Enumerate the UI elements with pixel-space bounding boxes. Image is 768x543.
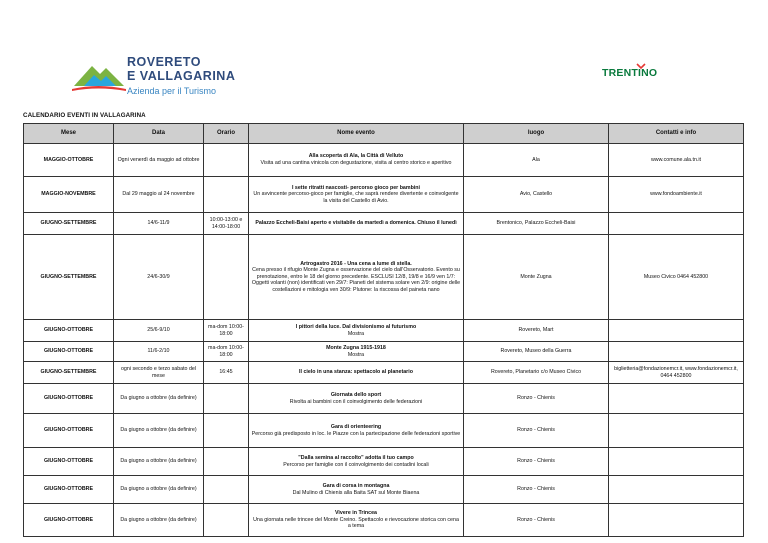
- cell-evento: [249, 476, 464, 504]
- trentino-logo: [601, 62, 661, 82]
- cell-orario: [204, 414, 249, 448]
- cell-orario: [204, 144, 249, 177]
- event-description: Cena presso il rifugio Monte Zugna e osservazione del cielo dall'Osservatorio. Evento su prenotazione, entro le 18 del giorno precedente. ESCLUSI 12/8, 19/8 e 16/9 ven 1/7: Oggetti volanti (non) identificati ven 29/7: Pianeti del sistema solare ven 2/9: origine delle costellazioni e mitologia ven 30/9: Plutone: la riscossa del paineta nano: [251, 267, 461, 293]
- event-title: Il cielo in una stanza: spettacolo al planetario: [299, 369, 413, 376]
- cell-evento: [249, 320, 464, 342]
- logo-line2: E VALLAGARINA: [127, 69, 236, 83]
- cell-evento: [249, 448, 464, 476]
- cell-mese: MAGGIO-OTTOBRE: [24, 144, 114, 177]
- cell-luogo: Rovereto, Museo della Guerra: [464, 342, 609, 362]
- logo-mark-icon: [70, 56, 128, 96]
- table-row: [24, 235, 744, 320]
- event-title: Gara di corsa in montagna: [322, 482, 390, 489]
- event-title: I sette ritratti nascosti- percorso gioco per bambini: [291, 184, 421, 191]
- cell-data: Ogni venerdì da maggio ad ottobre: [114, 144, 204, 177]
- cell-mese: GIUGNO-SETTEMBRE: [24, 235, 114, 320]
- cell-contatti: Museo Civico 0464 452800: [609, 235, 744, 320]
- cell-mese: GIUGNO-OTTOBRE: [24, 414, 114, 448]
- event-description: Visita ad una cantina vinicola con degustazione, visita al centro storico e aperitivo: [260, 160, 452, 166]
- cell-evento: [249, 235, 464, 320]
- column-header-data: Data: [114, 124, 204, 144]
- event-title: "Dalla semina al raccolto" adotta il tuo campo: [298, 454, 414, 461]
- cell-data: ogni secondo e terzo sabato del mese: [114, 362, 204, 384]
- table-row: [24, 448, 744, 476]
- table-row: [24, 476, 744, 504]
- cell-evento: [249, 384, 464, 414]
- event-description: Un avvincente percorso-gioco per famiglie, che saprà rendere divertente e coinvolgente la visita del Castello di Avio.: [253, 191, 459, 204]
- cell-contatti: [609, 320, 744, 342]
- cell-evento: [249, 342, 464, 362]
- cell-contatti: biglietteria@fondazionemcr.it, www.fondazionemcr.it, 0464 452800: [609, 362, 744, 384]
- cell-contatti: [609, 448, 744, 476]
- events-table: [23, 123, 744, 537]
- cell-mese: GIUGNO-OTTOBRE: [24, 476, 114, 504]
- cell-orario: [204, 384, 249, 414]
- column-header-contatti: Contatti e info: [609, 124, 744, 144]
- cell-orario: [204, 504, 249, 537]
- cell-evento: [249, 213, 464, 235]
- event-title: Vivere in Trincea: [334, 510, 377, 517]
- event-title: Gara di orienteering: [330, 423, 382, 430]
- table-row: [24, 384, 744, 414]
- cell-luogo: Ronzo - Chienis: [464, 476, 609, 504]
- table-row: [24, 362, 744, 384]
- cell-contatti: www.comune.ala.tn.it: [609, 144, 744, 177]
- azienda-logo: [70, 52, 270, 104]
- cell-data: Da giugno a ottobre (da definire): [114, 384, 204, 414]
- cell-evento: [249, 144, 464, 177]
- trentino-logo-text: TRENTINO: [602, 67, 658, 79]
- event-description: Dal Mulino di Chienis alla Baita SAT sul Monte Biaena: [292, 489, 420, 496]
- cell-orario: ma-dom 10:00-18:00: [204, 342, 249, 362]
- cell-evento: [249, 414, 464, 448]
- cell-orario: [204, 448, 249, 476]
- cell-evento: [249, 177, 464, 213]
- table-row: [24, 504, 744, 537]
- cell-luogo: Ala: [464, 144, 609, 177]
- column-header-orario: Orario: [204, 124, 249, 144]
- event-title: Giornata dello sport: [330, 391, 382, 398]
- cell-data: 11/6-2/10: [114, 342, 204, 362]
- event-title: Palazzo Eccheli-Baisi aperto e visitabile da martedì a domenica. Chiuso il lunedì: [255, 220, 457, 227]
- event-description: Mostra: [347, 351, 365, 358]
- cell-mese: GIUGNO-OTTOBRE: [24, 448, 114, 476]
- cell-data: 24/6-30/9: [114, 235, 204, 320]
- table-row: [24, 144, 744, 177]
- cell-luogo: Rovereto, Planetario c/o Museo Civico: [464, 362, 609, 384]
- cell-luogo: Avio, Castello: [464, 177, 609, 213]
- cell-orario: ma-dom 10:00-18:00: [204, 320, 249, 342]
- cell-luogo: Brentonico, Palazzo Eccheli-Baisi: [464, 213, 609, 235]
- cell-evento: [249, 362, 464, 384]
- logo-line1: ROVERETO: [127, 55, 201, 69]
- column-header-mese: Mese: [24, 124, 114, 144]
- event-description: Percorso già predisposto in loc. le Piazze con la partecipazione delle federazioni sportive: [251, 430, 461, 437]
- cell-mese: GIUGNO-OTTOBRE: [24, 384, 114, 414]
- cell-data: Da giugno a ottobre (da definire): [114, 414, 204, 448]
- cell-orario: [204, 177, 249, 213]
- cell-mese: GIUGNO-OTTOBRE: [24, 504, 114, 537]
- cell-luogo: Monte Zugna: [464, 235, 609, 320]
- table-row: [24, 177, 744, 213]
- event-description: Mostra: [347, 330, 365, 337]
- cell-data: 25/6-9/10: [114, 320, 204, 342]
- cell-orario: [204, 476, 249, 504]
- cell-data: Dal 29 maggio al 24 novembre: [114, 177, 204, 213]
- cell-luogo: Ronzo - Chienis: [464, 448, 609, 476]
- event-description: Percorso per famiglie con il coinvolgimento dei contadini locali: [283, 461, 429, 468]
- cell-contatti: www.fondoambiente.it: [609, 177, 744, 213]
- cell-mese: GIUGNO-SETTEMBRE: [24, 213, 114, 235]
- cell-orario: 10:00-13:00 e 14:00-18:00: [204, 213, 249, 235]
- event-title: Alla scoperta di Ala, la Città di Velluto: [308, 153, 404, 160]
- event-title: I pittori della luce. Dal divisionismo al futurismo: [295, 323, 417, 330]
- cell-contatti: [609, 213, 744, 235]
- cell-contatti: [609, 384, 744, 414]
- cell-data: 14/6-11/9: [114, 213, 204, 235]
- table-row: [24, 414, 744, 448]
- event-description: Una giornata nelle trincee del Monte Creino. Spettacolo e rievocazione storica con cena a tema: [253, 516, 459, 530]
- column-header-nome-evento: Nome evento: [249, 124, 464, 144]
- logo-line3: Azienda per il Turismo: [127, 86, 217, 96]
- cell-data: Da giugno a ottobre (da definire): [114, 448, 204, 476]
- cell-luogo: Ronzo - Chienis: [464, 414, 609, 448]
- document-title: CALENDARIO EVENTI IN VALLAGARINA: [23, 112, 146, 119]
- cell-contatti: [609, 476, 744, 504]
- event-description: Rivolta ai bambini con il coinvolgimento delle federazioni: [289, 398, 423, 405]
- cell-mese: MAGGIO-NOVEMBRE: [24, 177, 114, 213]
- cell-luogo: Ronzo - Chienis: [464, 384, 609, 414]
- cell-luogo: Ronzo - Chienis: [464, 504, 609, 537]
- cell-contatti: [609, 504, 744, 537]
- cell-luogo: Rovereto, Mart: [464, 320, 609, 342]
- table-row: [24, 320, 744, 342]
- table-row: [24, 342, 744, 362]
- event-title: Artrogastro 2016 - Una cena a lume di stella.: [300, 260, 412, 267]
- cell-contatti: [609, 342, 744, 362]
- column-header-luogo: luogo: [464, 124, 609, 144]
- cell-orario: [204, 235, 249, 320]
- cell-evento: [249, 504, 464, 537]
- cell-mese: GIUGNO-SETTEMBRE: [24, 362, 114, 384]
- table-header-row: [24, 124, 744, 144]
- cell-mese: GIUGNO-OTTOBRE: [24, 342, 114, 362]
- cell-mese: GIUGNO-OTTOBRE: [24, 320, 114, 342]
- cell-data: Da giugno a ottobre (da definire): [114, 476, 204, 504]
- event-title: Monte Zugna 1915-1918: [326, 344, 386, 351]
- cell-orario: 16:45: [204, 362, 249, 384]
- table-row: [24, 213, 744, 235]
- cell-contatti: [609, 414, 744, 448]
- cell-data: Da giugno a ottobre (da definire): [114, 504, 204, 537]
